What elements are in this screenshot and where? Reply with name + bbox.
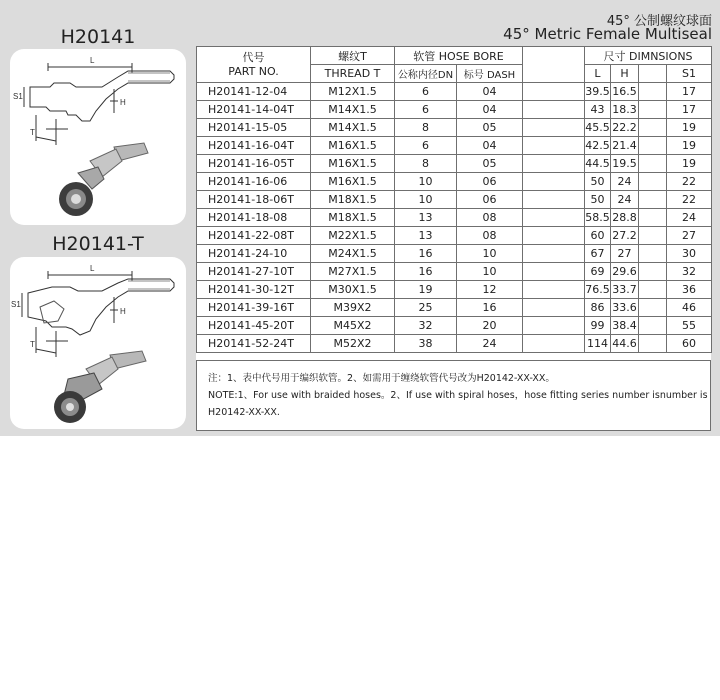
cell-empty bbox=[639, 317, 667, 335]
table-row bbox=[197, 317, 712, 335]
cell-s1: 17 bbox=[667, 101, 712, 119]
cell-dn: 6 bbox=[395, 137, 457, 155]
cell-l: 44.5 bbox=[585, 155, 611, 173]
dim-label-h: H bbox=[120, 307, 126, 316]
cell-thread: M12X1.5 bbox=[311, 83, 395, 101]
table-row bbox=[197, 155, 712, 173]
cell-h: 27 bbox=[611, 245, 639, 263]
cell-empty bbox=[639, 281, 667, 299]
cell-dash: 10 bbox=[457, 245, 523, 263]
model-title-h20141-t: H20141-T bbox=[52, 233, 144, 255]
cell-dn: 6 bbox=[395, 101, 457, 119]
cell-s1: 46 bbox=[667, 299, 712, 317]
header-title-cn: 45° 公制螺纹球面 bbox=[606, 14, 712, 29]
cell-dash: 08 bbox=[457, 209, 523, 227]
cell-l: 114 bbox=[585, 335, 611, 353]
cell-blank bbox=[523, 173, 585, 191]
cell-l: 69 bbox=[585, 263, 611, 281]
cell-empty bbox=[639, 227, 667, 245]
cell-empty bbox=[639, 209, 667, 227]
cell-empty bbox=[639, 137, 667, 155]
cell-l: 86 bbox=[585, 299, 611, 317]
note-en-line1: NOTE:1、For use with braided hoses。2、If use with spiral hoses，hose fitting series number isnumber is bbox=[208, 390, 708, 401]
table-row bbox=[197, 281, 712, 299]
cell-l: 58.5 bbox=[585, 209, 611, 227]
cell-part-no: H20141-15-05 bbox=[197, 119, 311, 137]
cell-l: 99 bbox=[585, 317, 611, 335]
cell-blank bbox=[523, 137, 585, 155]
col-part-en: PART NO. bbox=[228, 64, 279, 78]
table-row bbox=[197, 137, 712, 155]
table-row bbox=[197, 245, 712, 263]
cell-dn: 38 bbox=[395, 335, 457, 353]
cell-blank bbox=[523, 119, 585, 137]
cell-dn: 6 bbox=[395, 83, 457, 101]
cell-dn: 25 bbox=[395, 299, 457, 317]
col-blank bbox=[523, 47, 585, 83]
cell-empty bbox=[639, 173, 667, 191]
cell-s1: 19 bbox=[667, 137, 712, 155]
cell-s1: 55 bbox=[667, 317, 712, 335]
note-en-line2: H20142-XX-XX. bbox=[208, 407, 280, 418]
cell-l: 67 bbox=[585, 245, 611, 263]
model-title-h20141: H20141 bbox=[60, 26, 136, 48]
fitting-drawing-h20141 bbox=[10, 49, 186, 225]
dim-label-h: H bbox=[120, 98, 126, 107]
cell-blank bbox=[523, 155, 585, 173]
cell-blank bbox=[523, 209, 585, 227]
table-row bbox=[197, 83, 712, 101]
cell-l: 50 bbox=[585, 191, 611, 209]
dim-label-t: T bbox=[30, 128, 35, 137]
col-h: H bbox=[611, 65, 639, 83]
cell-s1: 27 bbox=[667, 227, 712, 245]
cell-h: 38.4 bbox=[611, 317, 639, 335]
table-row bbox=[197, 173, 712, 191]
col-dimensions: 尺寸 DIMNSIONS bbox=[585, 47, 712, 65]
cell-h: 19.5 bbox=[611, 155, 639, 173]
drawing-card-h20141-t bbox=[10, 257, 186, 429]
cell-dash: 04 bbox=[457, 83, 523, 101]
cell-blank bbox=[523, 245, 585, 263]
cell-dn: 8 bbox=[395, 119, 457, 137]
cell-h: 24 bbox=[611, 173, 639, 191]
cell-empty bbox=[639, 191, 667, 209]
cell-empty bbox=[639, 101, 667, 119]
cell-part-no: H20141-39-16T bbox=[197, 299, 311, 317]
cell-dn: 10 bbox=[395, 173, 457, 191]
cell-s1: 19 bbox=[667, 155, 712, 173]
cell-empty bbox=[639, 335, 667, 353]
cell-blank bbox=[523, 263, 585, 281]
cell-thread: M52X2 bbox=[311, 335, 395, 353]
cell-s1: 32 bbox=[667, 263, 712, 281]
cell-empty bbox=[639, 245, 667, 263]
cell-dn: 16 bbox=[395, 263, 457, 281]
cell-h: 33.7 bbox=[611, 281, 639, 299]
cell-dash: 06 bbox=[457, 191, 523, 209]
cell-h: 44.6 bbox=[611, 335, 639, 353]
fitting-photo-h20141 bbox=[59, 143, 148, 216]
cell-empty bbox=[639, 263, 667, 281]
notes-box bbox=[196, 360, 711, 431]
cell-thread: M16X1.5 bbox=[311, 173, 395, 191]
note-cn: 注：1、表中代号用于编织软管。2、如需用于缠绕软管代号改为H20142-XX-XX。 bbox=[208, 373, 555, 384]
cell-l: 39.5 bbox=[585, 83, 611, 101]
cell-part-no: H20141-22-08T bbox=[197, 227, 311, 245]
cell-l: 42.5 bbox=[585, 137, 611, 155]
cell-dn: 13 bbox=[395, 209, 457, 227]
cell-l: 76.5 bbox=[585, 281, 611, 299]
cell-part-no: H20141-16-04T bbox=[197, 137, 311, 155]
cell-thread: M27X1.5 bbox=[311, 263, 395, 281]
col-hose-bore: 软管 HOSE BORE bbox=[395, 47, 523, 65]
table-row bbox=[197, 227, 712, 245]
cell-dash: 06 bbox=[457, 173, 523, 191]
cell-dash: 05 bbox=[457, 155, 523, 173]
cell-s1: 30 bbox=[667, 245, 712, 263]
col-thread-cn: 螺纹T bbox=[311, 47, 395, 65]
table-header-row bbox=[197, 47, 712, 65]
dim-label-l: L bbox=[90, 264, 95, 273]
cell-part-no: H20141-18-08 bbox=[197, 209, 311, 227]
cell-part-no: H20141-14-04T bbox=[197, 101, 311, 119]
header-title-en: 45° Metric Female Multiseal bbox=[503, 25, 712, 43]
cell-thread: M39X2 bbox=[311, 299, 395, 317]
dim-label-s1: S1 bbox=[11, 300, 21, 309]
cell-empty bbox=[639, 155, 667, 173]
cell-dash: 12 bbox=[457, 281, 523, 299]
cell-s1: 19 bbox=[667, 119, 712, 137]
col-l: L bbox=[585, 65, 611, 83]
cell-thread: M16X1.5 bbox=[311, 137, 395, 155]
table-row bbox=[197, 191, 712, 209]
cell-s1: 60 bbox=[667, 335, 712, 353]
dim-label-s1: S1 bbox=[13, 92, 23, 101]
spec-table bbox=[196, 46, 712, 353]
cell-thread: M18X1.5 bbox=[311, 209, 395, 227]
cell-part-no: H20141-16-06 bbox=[197, 173, 311, 191]
fitting-drawing-h20141-t bbox=[10, 257, 186, 429]
cell-part-no: H20141-12-04 bbox=[197, 83, 311, 101]
cell-h: 28.8 bbox=[611, 209, 639, 227]
col-empty bbox=[639, 65, 667, 83]
cell-part-no: H20141-18-06T bbox=[197, 191, 311, 209]
table-row bbox=[197, 119, 712, 137]
cell-part-no: H20141-52-24T bbox=[197, 335, 311, 353]
cell-s1: 17 bbox=[667, 83, 712, 101]
cell-dash: 10 bbox=[457, 263, 523, 281]
cell-h: 18.3 bbox=[611, 101, 639, 119]
col-thread-en: THREAD T bbox=[311, 65, 395, 83]
cell-h: 16.5 bbox=[611, 83, 639, 101]
table-row bbox=[197, 299, 712, 317]
cell-thread: M16X1.5 bbox=[311, 155, 395, 173]
col-bore-dash: 标号 DASH bbox=[457, 65, 523, 83]
cell-empty bbox=[639, 119, 667, 137]
cell-h: 27.2 bbox=[611, 227, 639, 245]
cell-s1: 36 bbox=[667, 281, 712, 299]
cell-dash: 16 bbox=[457, 299, 523, 317]
cell-dash: 05 bbox=[457, 119, 523, 137]
cell-thread: M18X1.5 bbox=[311, 191, 395, 209]
cell-dn: 8 bbox=[395, 155, 457, 173]
cell-blank bbox=[523, 335, 585, 353]
cell-dn: 32 bbox=[395, 317, 457, 335]
table-row bbox=[197, 263, 712, 281]
cell-blank bbox=[523, 227, 585, 245]
cell-h: 21.4 bbox=[611, 137, 639, 155]
cell-dn: 19 bbox=[395, 281, 457, 299]
cell-thread: M22X1.5 bbox=[311, 227, 395, 245]
col-part-cn: 代号 bbox=[242, 50, 265, 64]
cell-blank bbox=[523, 317, 585, 335]
cell-part-no: H20141-45-20T bbox=[197, 317, 311, 335]
cell-dash: 08 bbox=[457, 227, 523, 245]
cell-dash: 04 bbox=[457, 101, 523, 119]
cell-l: 50 bbox=[585, 173, 611, 191]
cell-l: 45.5 bbox=[585, 119, 611, 137]
cell-part-no: H20141-16-05T bbox=[197, 155, 311, 173]
fitting-photo-h20141-t bbox=[54, 351, 146, 423]
col-bore-dn: 公称内径DN bbox=[395, 65, 457, 83]
cell-h: 33.6 bbox=[611, 299, 639, 317]
cell-s1: 22 bbox=[667, 173, 712, 191]
cell-blank bbox=[523, 83, 585, 101]
cell-blank bbox=[523, 281, 585, 299]
cell-dash: 24 bbox=[457, 335, 523, 353]
cell-thread: M45X2 bbox=[311, 317, 395, 335]
table-row bbox=[197, 335, 712, 353]
cell-s1: 24 bbox=[667, 209, 712, 227]
cell-dash: 20 bbox=[457, 317, 523, 335]
cell-part-no: H20141-27-10T bbox=[197, 263, 311, 281]
cell-l: 60 bbox=[585, 227, 611, 245]
cell-thread: M14X1.5 bbox=[311, 119, 395, 137]
cell-h: 29.6 bbox=[611, 263, 639, 281]
table-row bbox=[197, 209, 712, 227]
col-s1: S1 bbox=[667, 65, 712, 83]
cell-h: 24 bbox=[611, 191, 639, 209]
cell-blank bbox=[523, 299, 585, 317]
cell-h: 22.2 bbox=[611, 119, 639, 137]
cell-part-no: H20141-30-12T bbox=[197, 281, 311, 299]
table-row bbox=[197, 101, 712, 119]
cell-blank bbox=[523, 191, 585, 209]
cell-dash: 04 bbox=[457, 137, 523, 155]
dim-label-t: T bbox=[30, 340, 35, 349]
cell-dn: 16 bbox=[395, 245, 457, 263]
cell-empty bbox=[639, 83, 667, 101]
cell-dn: 10 bbox=[395, 191, 457, 209]
cell-s1: 22 bbox=[667, 191, 712, 209]
cell-thread: M30X1.5 bbox=[311, 281, 395, 299]
cell-l: 43 bbox=[585, 101, 611, 119]
cell-dn: 13 bbox=[395, 227, 457, 245]
cell-part-no: H20141-24-10 bbox=[197, 245, 311, 263]
cell-empty bbox=[639, 299, 667, 317]
cell-blank bbox=[523, 101, 585, 119]
cell-thread: M14X1.5 bbox=[311, 101, 395, 119]
drawing-card-h20141 bbox=[10, 49, 186, 225]
cell-thread: M24X1.5 bbox=[311, 245, 395, 263]
dim-label-l: L bbox=[90, 56, 95, 65]
